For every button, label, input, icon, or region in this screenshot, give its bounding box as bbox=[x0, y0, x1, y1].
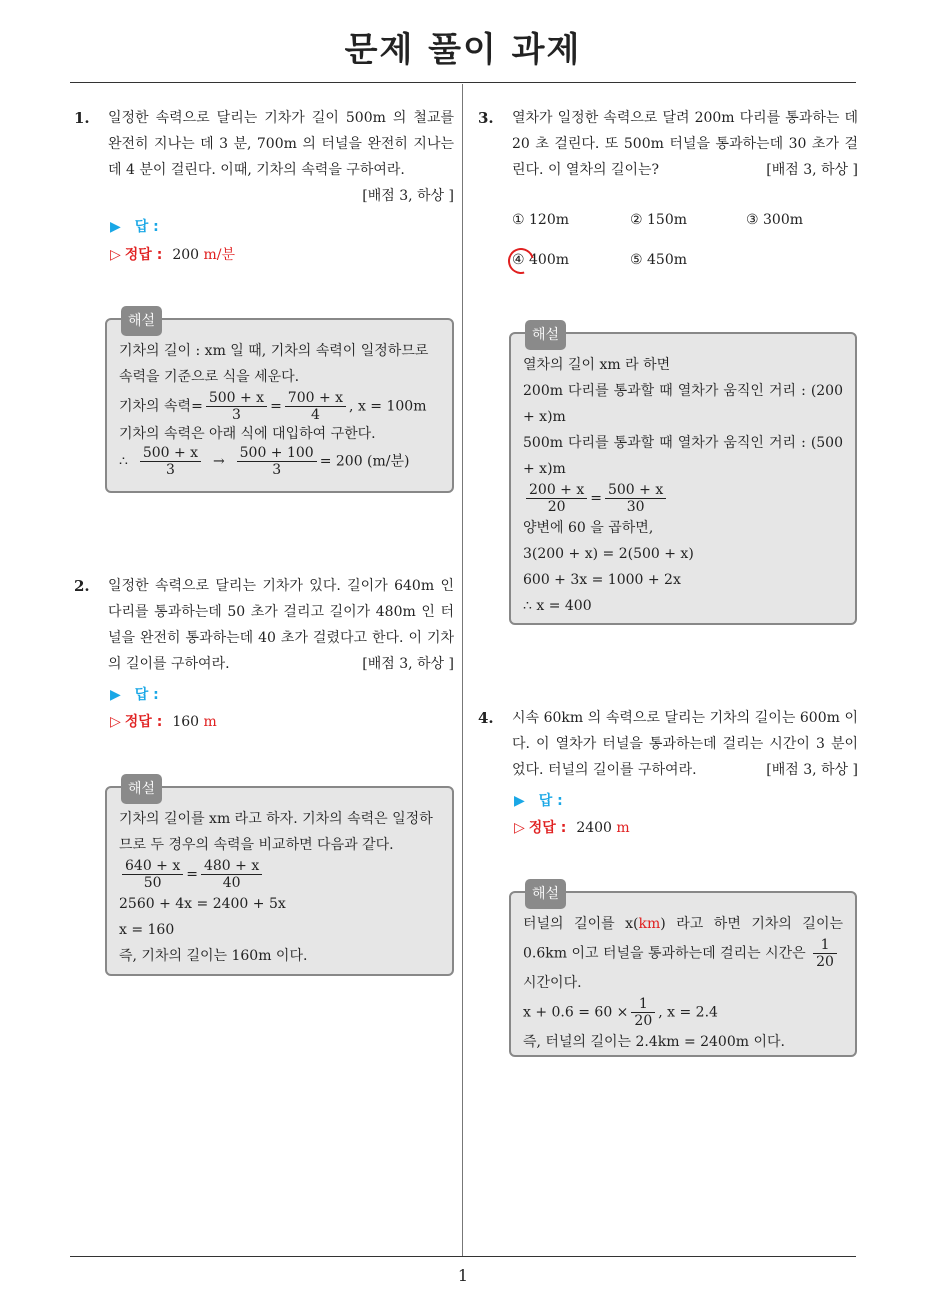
solution-text: , x = 100m bbox=[349, 398, 427, 415]
play-icon: ▶ bbox=[514, 793, 525, 809]
problem-text bbox=[108, 105, 454, 209]
solution-line bbox=[523, 482, 843, 515]
solution-line bbox=[119, 445, 440, 478]
solution-text: 기차의 속력= bbox=[119, 398, 203, 415]
correct-value: 160 bbox=[172, 714, 200, 730]
numerator: 500 + 100 bbox=[237, 445, 317, 462]
problem-statement: 시속 60km 의 속력으로 달리는 기차의 길이는 600m 이다. 이 열차가 터널을 통과하는데 걸리는 시간이 3 분이었다. 터널의 길이를 구하여라. bbox=[512, 710, 858, 778]
solution-line: 기차의 길이 : xm 일 때, 기차의 속력이 일정하므로 속력을 기준으로 식을 세운다. bbox=[119, 343, 429, 385]
denominator: 20 bbox=[816, 954, 834, 970]
solution-line: 즉, 터널의 길이는 2.4km = 2400m 이다. bbox=[523, 1034, 785, 1050]
solution-line: 즉, 기차의 길이는 160m 이다. bbox=[119, 948, 308, 964]
correct-unit: m bbox=[203, 714, 217, 730]
solution-tag: 해설 bbox=[525, 879, 566, 909]
correct-label: 정답 : bbox=[124, 247, 163, 263]
problem-4 bbox=[478, 705, 858, 785]
page-number: 1 bbox=[457, 1266, 469, 1285]
numerator: 1 bbox=[631, 996, 655, 1013]
solution-line: 기차의 속력= $\frac{500 + x}{3}$ = $\frac{700 + x}{4}$ , x = 100m bbox=[119, 390, 427, 423]
problem-meta: [배점 3, 하상 ] bbox=[362, 656, 454, 672]
solution-text: 터널의 길이를 x( bbox=[523, 916, 639, 932]
problem-1 bbox=[74, 105, 454, 209]
selected-circle-mark bbox=[503, 243, 539, 279]
problem-number: 1. bbox=[74, 109, 90, 127]
problem-meta: [배점 3, 하상 ] bbox=[362, 188, 454, 204]
answer-label: 답 : bbox=[538, 793, 563, 809]
choice-4[interactable] bbox=[512, 252, 569, 268]
choice-1[interactable]: ① 120m bbox=[512, 212, 569, 228]
answer-row bbox=[110, 216, 159, 236]
solution-box bbox=[509, 886, 857, 1057]
fraction bbox=[206, 390, 267, 423]
numerator: 500 + x bbox=[605, 482, 666, 499]
choice-4-label: ④ 400m bbox=[512, 252, 569, 268]
denominator: 30 bbox=[626, 499, 645, 515]
choice-3[interactable]: ③ 300m bbox=[746, 212, 803, 228]
numerator: 200 + x bbox=[526, 482, 587, 499]
correct-value: 200 bbox=[172, 247, 200, 263]
equals-sign: = bbox=[590, 490, 602, 507]
equals-sign: = bbox=[186, 866, 198, 883]
fraction bbox=[605, 482, 666, 515]
choices bbox=[512, 212, 852, 272]
solution-line: 2560 + 4x = 2400 + 5x bbox=[119, 896, 286, 912]
numerator: 640 + x bbox=[122, 858, 183, 875]
denominator: 3 bbox=[272, 462, 282, 478]
correct-row bbox=[110, 244, 235, 264]
solution-text: ) 라고 하면 기차의 길이는 0.6km 이고 터널을 통과하는데 걸리는 시간은 bbox=[523, 916, 843, 962]
denominator: 20 bbox=[634, 1013, 653, 1029]
problem-3 bbox=[478, 105, 858, 185]
column-divider bbox=[462, 84, 463, 1256]
fraction bbox=[201, 858, 262, 891]
play-icon: ▶ bbox=[110, 219, 121, 235]
solution-line: ∴ x = 400 bbox=[523, 598, 592, 614]
denominator: 4 bbox=[310, 407, 320, 423]
denominator: 3 bbox=[231, 407, 241, 423]
fraction bbox=[631, 996, 655, 1029]
arrow-icon: → bbox=[212, 453, 225, 470]
solution-tag: 해설 bbox=[121, 306, 162, 336]
solution-line: 200m 다리를 통과할 때 열차가 움직인 거리 : (200 + x)m bbox=[523, 383, 843, 425]
fraction bbox=[122, 858, 183, 891]
answer-row bbox=[514, 790, 563, 810]
solution-tag: 해설 bbox=[121, 774, 162, 804]
triangle-outline-icon: ▷ bbox=[514, 820, 525, 836]
problem-text bbox=[512, 705, 858, 783]
correct-label: 정답 : bbox=[528, 820, 567, 836]
solution-line bbox=[523, 996, 843, 1029]
correct-row bbox=[514, 817, 630, 837]
numerator: 480 + x bbox=[201, 858, 262, 875]
answer-label: 답 : bbox=[134, 219, 159, 235]
solution-text: , x = 2.4 bbox=[658, 1004, 718, 1021]
choice-2[interactable]: ② 150m bbox=[630, 212, 687, 228]
fraction bbox=[526, 482, 587, 515]
solution-line: 500m 다리를 통과할 때 열차가 움직인 거리 : (500 + x)m bbox=[523, 435, 843, 477]
solution-box bbox=[509, 327, 857, 625]
triangle-outline-icon: ▷ bbox=[110, 714, 121, 730]
denominator: 3 bbox=[165, 462, 175, 478]
play-icon: ▶ bbox=[110, 687, 121, 703]
problem-text bbox=[108, 573, 454, 677]
answer-label: 답 : bbox=[134, 687, 159, 703]
solution-box bbox=[105, 313, 454, 493]
problem-number: 4. bbox=[478, 709, 494, 727]
solution-line: 3(200 + x) = 2(500 + x) bbox=[523, 546, 694, 562]
denominator: 40 bbox=[222, 875, 241, 891]
problem-text bbox=[512, 105, 858, 183]
solution-line: x = 160 bbox=[119, 922, 175, 938]
problem-number: 2. bbox=[74, 577, 90, 595]
solution-line: 시간이다. bbox=[523, 975, 582, 991]
page-title: 문제 풀이 과제 bbox=[344, 30, 582, 70]
problem-statement: 일정한 속력으로 달리는 기차가 길이 500m 의 철교를 완전히 지나는 데 3 분, 700m 의 터널을 완전히 지나는 데 4 분이 걸린다. 이때, 기차의 속력을 구하여라. bbox=[108, 110, 454, 178]
solution-line: 600 + 3x = 1000 + 2x bbox=[523, 572, 681, 588]
numerator: 500 + x bbox=[206, 390, 267, 407]
fraction bbox=[237, 445, 317, 478]
problem-meta: [배점 3, 하상 ] bbox=[766, 762, 858, 778]
problem-statement: 일정한 속력으로 달리는 기차가 있다. 길이가 640m 인 다리를 통과하는데 50 초가 걸리고 길이가 480m 인 터널을 완전히 통과하는데 40 초가 걸렸다고 한다. 이 기차의 길이를 구하여라. bbox=[108, 578, 454, 672]
fraction bbox=[813, 937, 837, 970]
numerator: 500 + x bbox=[140, 445, 201, 462]
solution-line: 양변에 60 을 곱하면, bbox=[523, 520, 654, 536]
correct-value: 2400 bbox=[576, 820, 612, 836]
numerator: 1 bbox=[813, 937, 837, 954]
bottom-rule bbox=[70, 1256, 856, 1257]
triangle-outline-icon: ▷ bbox=[110, 247, 121, 263]
choice-5[interactable]: ⑤ 450m bbox=[630, 252, 687, 268]
correct-row bbox=[110, 711, 217, 731]
fraction bbox=[140, 445, 201, 478]
top-rule bbox=[70, 82, 856, 83]
numerator: 700 + x bbox=[285, 390, 346, 407]
solution-line bbox=[119, 858, 440, 891]
problem-meta: [배점 3, 하상 ] bbox=[766, 162, 858, 178]
solution-line: 열차의 길이 xm 라 하면 bbox=[523, 357, 671, 373]
correct-unit: m/분 bbox=[203, 247, 236, 263]
therefore-symbol: ∴ bbox=[119, 453, 128, 470]
solution-text: = 200 (m/분) bbox=[319, 453, 410, 470]
solution-line: 기차의 길이를 xm 라고 하자. 기차의 속력은 일정하므로 두 경우의 속력을 비교하면 다음과 같다. bbox=[119, 811, 433, 853]
problem-statement: 열차가 일정한 속력으로 달려 200m 다리를 통과하는 데 20 초 걸린다. 또 500m 터널을 통과하는데 30 초가 걸린다. 이 열차의 길이는? bbox=[512, 110, 858, 178]
solution-tag: 해설 bbox=[525, 320, 566, 350]
solution-line bbox=[523, 911, 843, 970]
denominator: 50 bbox=[143, 875, 162, 891]
problem-2 bbox=[74, 573, 454, 677]
solution-text: x + 0.6 = 60 × bbox=[523, 1004, 629, 1021]
correct-label: 정답 : bbox=[124, 714, 163, 730]
fraction bbox=[285, 390, 346, 423]
correct-unit: m bbox=[616, 820, 630, 836]
unit-highlight: km bbox=[638, 916, 661, 932]
solution-box bbox=[105, 781, 454, 976]
answer-row bbox=[110, 684, 159, 704]
denominator: 20 bbox=[547, 499, 566, 515]
solution-line: 기차의 속력은 아래 식에 대입하여 구한다. bbox=[119, 426, 376, 442]
problem-number: 3. bbox=[478, 109, 494, 127]
